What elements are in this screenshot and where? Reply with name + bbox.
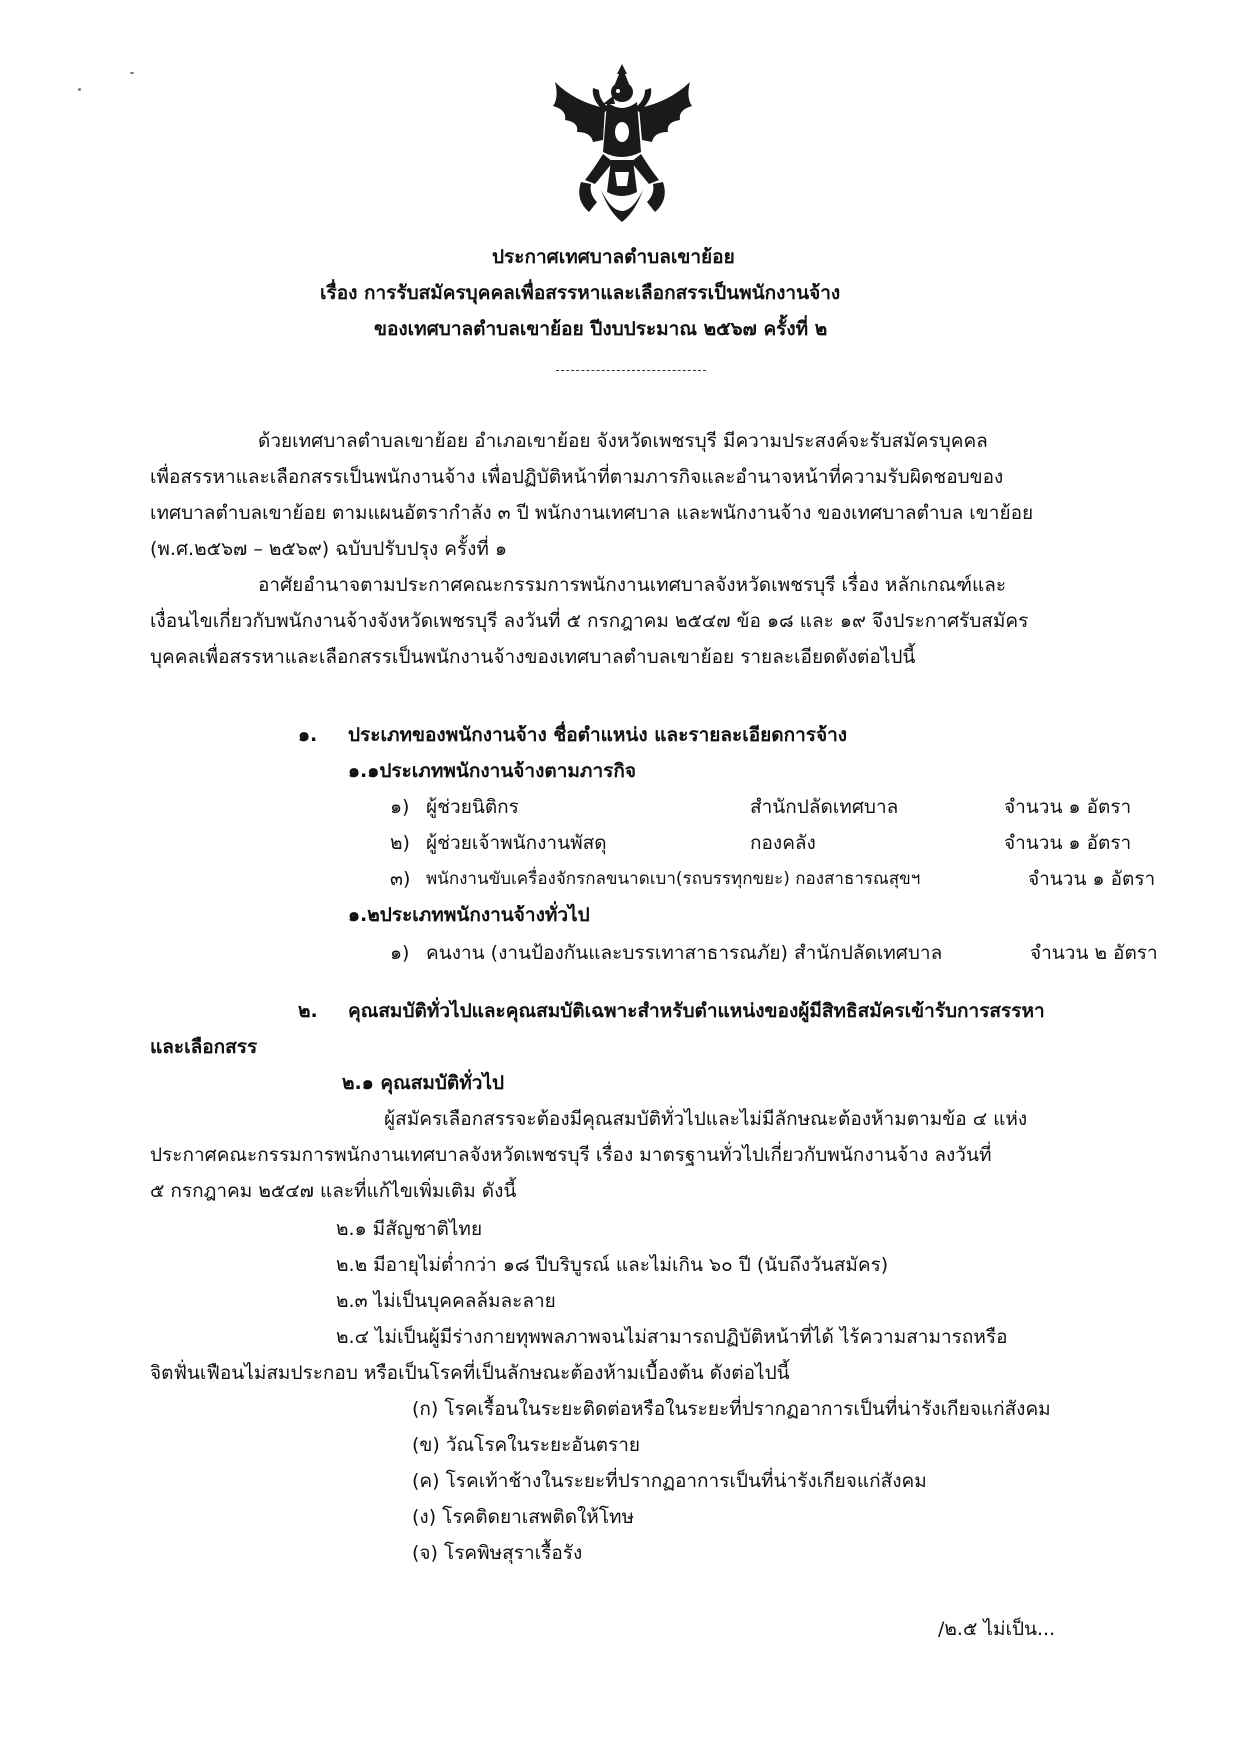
position-row-count: จำนวน ๑ อัตรา: [1004, 796, 1132, 818]
position-row-department: กองคลัง: [750, 832, 816, 854]
intro-paragraph-1-line: ด้วยเทศบาลตำบลเขาย้อย อำเภอเขาย้อย จังหวัดเพชรบุรี มีความประสงค์จะรับสมัครบุคคล: [258, 430, 988, 452]
page-continuation: /๒.๕ ไม่เป็น...: [938, 1618, 1056, 1640]
section-2-1-heading: ๒.๑ คุณสมบัติทั่วไป: [342, 1072, 505, 1094]
disease-item: (จ) โรคพิษสุราเรื้อรัง: [412, 1542, 583, 1564]
qualification-item-continued: จิตฟั่นเฟือนไม่สมประกอบ หรือเป็นโรคที่เป็นลักษณะต้องห้ามเบื้องต้น ดังต่อไปนี้: [150, 1362, 790, 1384]
position-row-title: คนงาน (งานป้องกันและบรรเทาสาธารณภัย) สำนักปลัดเทศบาล: [426, 942, 943, 964]
section-1-title: ประเภทของพนักงานจ้าง ชื่อตำแหน่ง และรายละเอียดการจ้าง: [348, 724, 848, 746]
qualification-item: ๒.๑ มีสัญชาติไทย: [336, 1218, 483, 1240]
scan-speck: [130, 72, 134, 74]
position-row-number: ๒): [390, 832, 410, 854]
disease-item: (ง) โรคติดยาเสพติดให้โทษ: [412, 1506, 635, 1528]
position-row-count: จำนวน ๑ อัตรา: [1028, 868, 1156, 890]
section-2-number: ๒.: [298, 1000, 318, 1022]
section-1-number: ๑.: [298, 724, 318, 746]
qualification-paragraph-line: ประกาศคณะกรรมการพนักงานเทศบาลจังหวัดเพชรบุรี เรื่อง มาตรฐานทั่วไปเกี่ยวกับพนักงานจ้าง ลงวันที่: [150, 1144, 992, 1166]
intro-paragraph-2-line: บุคคลเพื่อสรรหาและเลือกสรรเป็นพนักงานจ้างของเทศบาลตำบลเขาย้อย รายละเอียดดังต่อไปนี้: [150, 646, 916, 668]
section-2-title-continued: และเลือกสรร: [150, 1036, 258, 1058]
intro-paragraph-2-line: อาศัยอำนาจตามประกาศคณะกรรมการพนักงานเทศบาลจังหวัดเพชรบุรี เรื่อง หลักเกณฑ์และ: [258, 574, 1007, 596]
announcement-title: ประกาศเทศบาลตำบลเขาย้อย: [492, 246, 735, 268]
position-row-title: พนักงานขับเครื่องจักรกลขนาดเบา(รถบรรทุกขยะ) กองสาธารณสุขฯ: [426, 869, 921, 889]
position-row-number: ๑): [390, 942, 410, 964]
qualification-item: ๒.๔ ไม่เป็นผู้มีร่างกายทุพพลภาพจนไม่สามารถปฏิบัติหน้าที่ได้ ไร้ความสามารถหรือ: [336, 1326, 1008, 1348]
intro-paragraph-1-line: (พ.ศ.๒๕๖๗ – ๒๕๖๙) ฉบับปรับปรุง ครั้งที่ ๑: [150, 538, 508, 560]
qualification-item: ๒.๒ มีอายุไม่ต่ำกว่า ๑๘ ปีบริบูรณ์ และไม่เกิน ๖๐ ปี (นับถึงวันสมัคร): [336, 1254, 889, 1276]
position-row-number: ๓): [390, 868, 411, 890]
disease-item: (ค) โรคเท้าช้างในระยะที่ปรากฏอาการเป็นที่น่ารังเกียจแก่สังคม: [412, 1470, 927, 1492]
qualification-paragraph-line: ๕ กรกฎาคม ๒๕๔๗ และที่แก้ไขเพิ่มเติม ดังนี้: [150, 1180, 517, 1202]
announcement-subject: เรื่อง การรับสมัครบุคคลเพื่อสรรหาและเลือกสรรเป็นพนักงานจ้าง: [320, 282, 841, 304]
section-1-1-heading: ๑.๑ประเภทพนักงานจ้างตามภารกิจ: [348, 760, 636, 782]
header-divider: [556, 370, 706, 371]
position-row-number: ๑): [390, 796, 410, 818]
intro-paragraph-1-line: เทศบาลตำบลเขาย้อย ตามแผนอัตรากำลัง ๓ ปี พนักงานเทศบาล และพนักงานจ้าง ของเทศบาลตำบล เขาย้อย: [150, 502, 1034, 524]
qualification-item: ๒.๓ ไม่เป็นบุคคลล้มละลาย: [336, 1290, 556, 1312]
section-1-2-heading: ๑.๒ประเภทพนักงานจ้างทั่วไป: [348, 904, 590, 926]
position-row-title: ผู้ช่วยนิติกร: [426, 796, 519, 818]
intro-paragraph-2-line: เงื่อนไขเกี่ยวกับพนักงานจ้างจังหวัดเพชรบุรี ลงวันที่ ๕ กรกฎาคม ๒๕๔๗ ข้อ ๑๘ และ ๑๙ จึงประกาศรับสมัคร: [150, 610, 1029, 632]
announcement-fiscal-year: ของเทศบาลตำบลเขาย้อย ปีงบประมาณ ๒๕๖๗ ครั้งที่ ๒: [374, 318, 828, 340]
disease-item: (ก) โรคเรื้อนในระยะติดต่อหรือในระยะที่ปรากฏอาการเป็นที่น่ารังเกียจแก่สังคม: [412, 1398, 1051, 1420]
position-row-title: ผู้ช่วยเจ้าพนักงานพัสดุ: [426, 832, 607, 854]
qualification-paragraph-line: ผู้สมัครเลือกสรรจะต้องมีคุณสมบัติทั่วไปและไม่มีลักษณะต้องห้ามตามข้อ ๔ แห่ง: [384, 1108, 1028, 1130]
position-row-count: จำนวน ๒ อัตรา: [1030, 942, 1158, 964]
intro-paragraph-1-line: เพื่อสรรหาและเลือกสรรเป็นพนักงานจ้าง เพื่อปฏิบัติหน้าที่ตามภารกิจและอำนาจหน้าที่ความรับผิดชอบของ: [150, 466, 1004, 488]
scan-speck: [78, 88, 81, 91]
position-row-department: สำนักปลัดเทศบาล: [750, 796, 899, 818]
disease-item: (ข) วัณโรคในระยะอันตราย: [412, 1434, 641, 1456]
section-2-title: คุณสมบัติทั่วไปและคุณสมบัติเฉพาะสำหรับตำแหน่งของผู้มีสิทธิสมัครเข้ารับการสรรหา: [348, 1000, 1045, 1022]
garuda-emblem-icon: [545, 62, 700, 232]
position-row-count: จำนวน ๑ อัตรา: [1004, 832, 1132, 854]
